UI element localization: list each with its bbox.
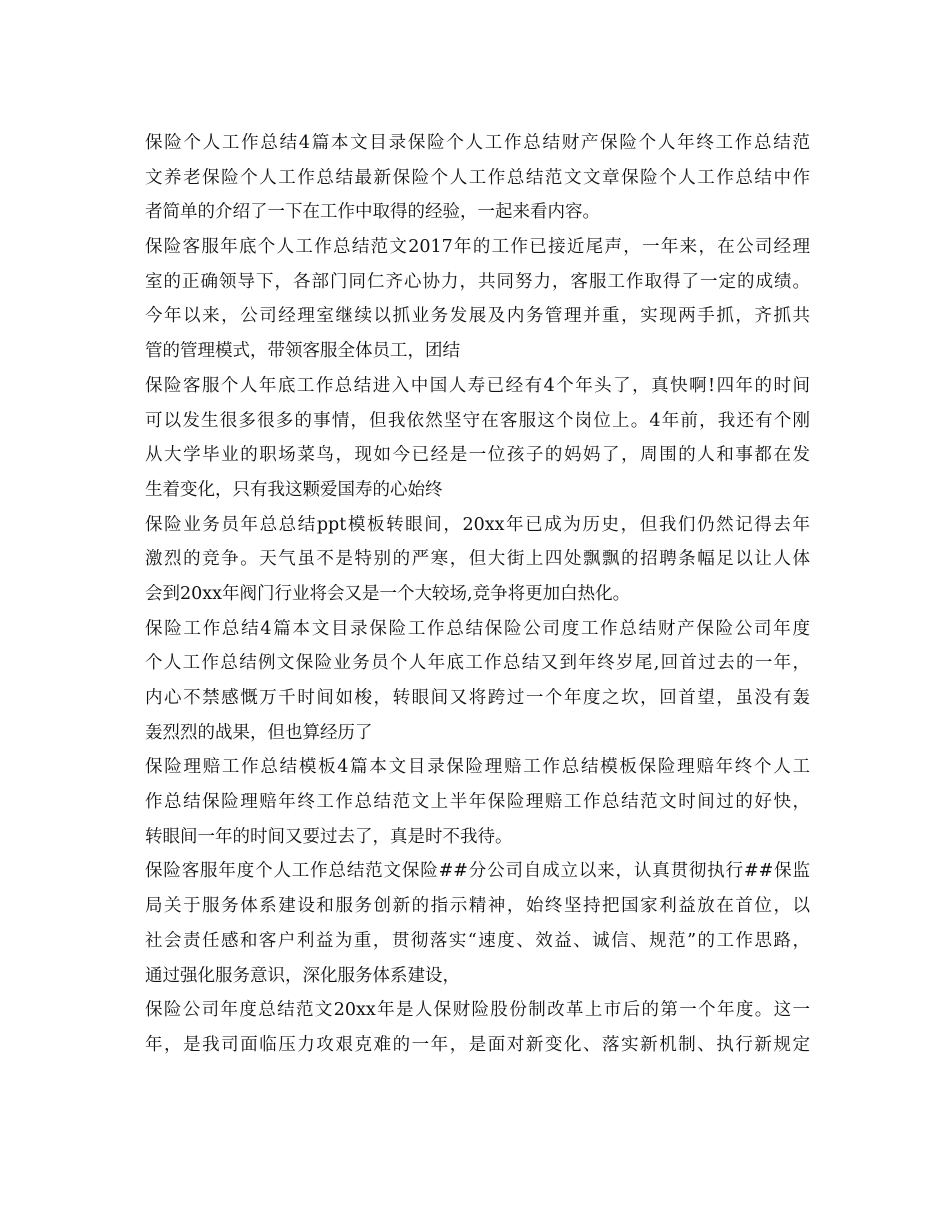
text-line: 局关于服务体系建设和服务创新的指示精神，始终坚持把国家利益放在首位，以: [145, 896, 810, 917]
text-line: 激烈的竞争。天气虽不是特别的严寒，但大街上四处飘飘的招聘条幅足以让人体: [145, 549, 810, 570]
text-line: 今年以来，公司经理室继续以抓业务发展及内务管理并重，实现两手抓，齐抓共: [145, 306, 810, 327]
text-line: 从大学毕业的职场菜鸟，现如今已经是一位孩子的妈妈了，周围的人和事都在发: [145, 445, 810, 466]
text-line: 保险工作总结4篇本文目录保险工作总结保险公司度工作总结财产保险公司年度: [145, 618, 810, 639]
text-line: 轰烈烈的战果，但也算经历了: [145, 722, 373, 743]
text-line: 生着变化，只有我这颗爱国寿的心始终: [145, 479, 443, 500]
text-line: 个人工作总结例文保险业务员个人年底工作总结又到年终岁尾,回首过去的一年，: [145, 653, 810, 674]
text-line: 通过强化服务意识，深化服务体系建设，: [145, 965, 460, 986]
text-line: 者简单的介绍了一下在工作中取得的经验，一起来看内容。: [145, 202, 600, 223]
text-line: 室的正确领导下，各部门同仁齐心协力，共同努力，客服工作取得了一定的成绩。: [145, 271, 810, 292]
text-line: 作总结保险理赔年终工作总结范文上半年保险理赔工作总结范文时间过的好快，: [145, 792, 810, 813]
text-line: 保险业务员年总总结ppt模板转眼间，20xx年已成为历史，但我们仍然记得去年: [145, 514, 810, 535]
text-line: 保险客服年底个人工作总结范文2017年的工作已接近尾声，一年来，在公司经理: [145, 237, 810, 258]
paragraph: [145, 369, 810, 508]
paragraph: [145, 230, 810, 369]
text-line: 文养老保险个人工作总结最新保险个人工作总结范文文章保险个人工作总结中作: [145, 167, 810, 188]
paragraph: [145, 612, 810, 751]
document-body: [145, 126, 810, 1063]
paragraph: [145, 126, 810, 230]
text-line: 保险公司年度总结范文20xx年是人保财险股份制改革上市后的第一个年度。这一: [145, 1000, 810, 1021]
text-line: 保险个人工作总结4篇本文目录保险个人工作总结财产保险个人年终工作总结范: [145, 133, 810, 153]
text-line: 转眼间一年的时间又要过去了，真是时不我待。: [145, 826, 513, 847]
paragraph: [145, 854, 810, 993]
text-line: 保险理赔工作总结模板4篇本文目录保险理赔工作总结模板保险理赔年终个人工: [145, 757, 810, 778]
paragraph: [145, 750, 810, 854]
text-line: 管的管理模式，带领客服全体员工，团结: [145, 341, 460, 362]
paragraph: [145, 993, 810, 1062]
text-line: 保险客服个人年底工作总结进入中国人寿已经有4个年头了，真快啊!四年的时间: [145, 375, 810, 396]
text-line: 社会责任感和客户利益为重，贯彻落实“速度、效益、诚信、规范”的工作思路，: [145, 930, 810, 951]
text-line: 会到20xx年阀门行业将会又是一个大较场,竞争将更加白热化。: [145, 583, 631, 604]
text-line: 内心不禁感慨万千时间如梭，转眼间又将跨过一个年度之坎，回首望，虽没有轰: [145, 688, 810, 708]
paragraph: [145, 508, 810, 612]
text-line: 可以发生很多很多的事情，但我依然坚守在客服这个岗位上。4年前，我还有个刚: [145, 410, 810, 431]
text-line: 保险客服年度个人工作总结范文保险##分公司自成立以来，认真贯彻执行##保监: [145, 861, 810, 882]
text-line: 年，是我司面临压力攻艰克难的一年，是面对新变化、落实新机制、执行新规定: [145, 1034, 810, 1055]
